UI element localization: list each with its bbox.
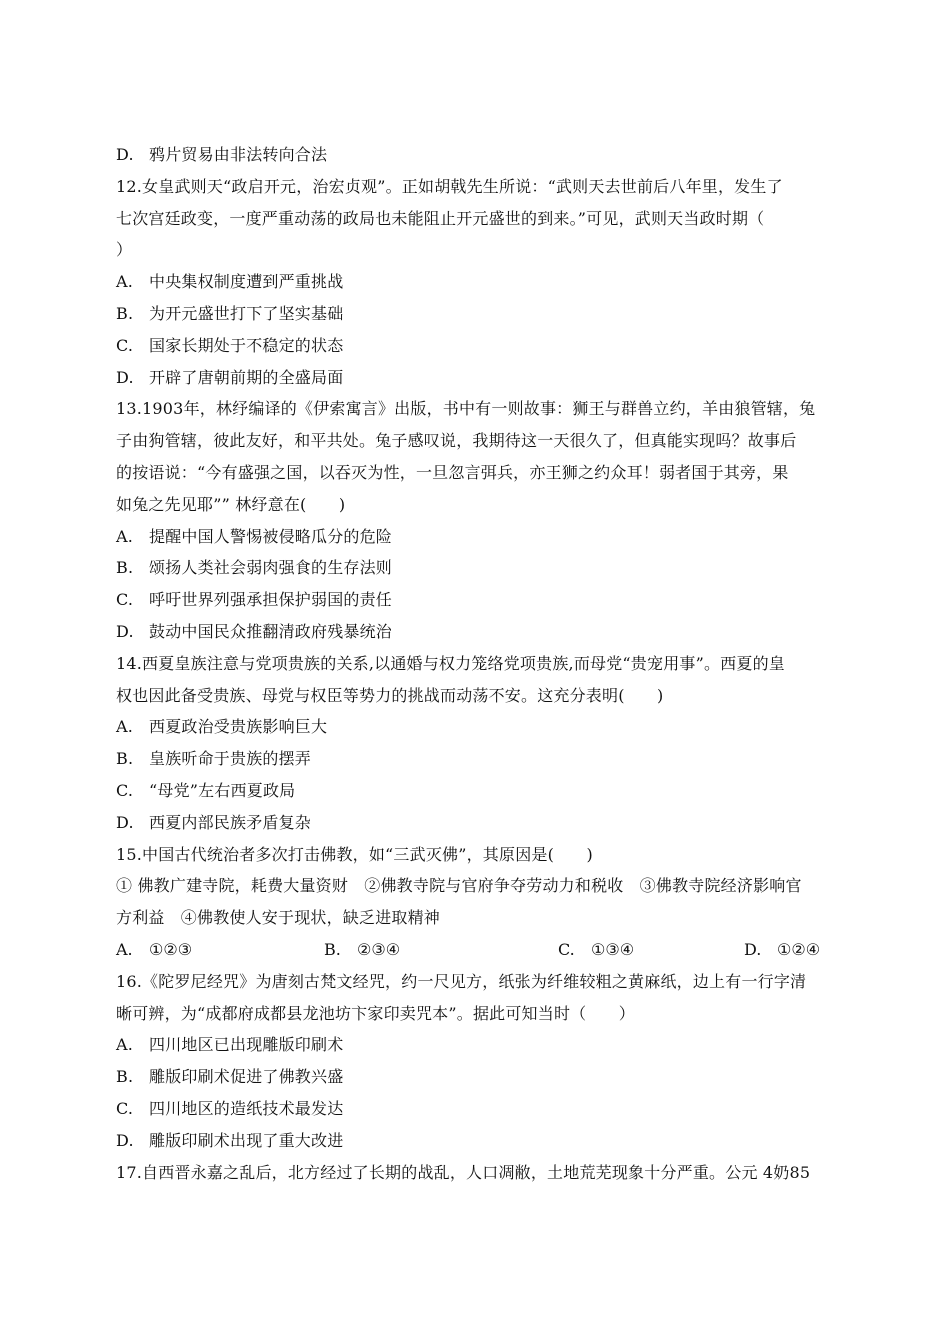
choice-d <box>744 934 820 966</box>
question-stem-line: 方利益 ④佛教使人安于现状，缺乏进取精神 <box>116 908 441 928</box>
option-letter: C. <box>116 1098 134 1118</box>
option-text: 为开元盛世打下了坚实基础 <box>149 303 344 323</box>
option-text: 鸦片贸易由非法转向合法 <box>149 145 328 164</box>
option-text: 四川地区已出现雕版印刷术 <box>149 1035 344 1055</box>
option-text: 西夏内部民族矛盾复杂 <box>149 812 312 832</box>
option-c <box>116 584 838 616</box>
option-letter: B. <box>324 939 341 959</box>
option-c <box>116 775 838 807</box>
question-stem-line: 的按语说：“今有盛强之国，以吞灭为性，一旦忽言弭兵，亦王狮之约众耳！弱者国于其旁，果 <box>116 462 789 482</box>
option-c <box>116 330 838 362</box>
question-stem-line: 17.自西晋永嘉之乱后，北方经过了长期的战乱，人口凋敝，土地荒芜现象十分严重。公元 4奶85 <box>116 1162 811 1182</box>
question-stem-line: ） <box>116 240 133 260</box>
question-12 <box>116 171 838 394</box>
choice-c <box>558 934 634 966</box>
choices-row <box>116 934 838 966</box>
option-b <box>116 298 838 330</box>
option-letter: C. <box>116 335 134 355</box>
option-text: 呼吁世界列强承担保护弱国的责任 <box>149 590 393 610</box>
question-stem-line: 权也因此备受贵族、母党与权臣等势力的挑战而动荡不安。这充分表明( ) <box>116 685 664 705</box>
option-letter: D. <box>116 621 134 641</box>
option-d <box>116 362 838 394</box>
option-text: ①②④ <box>777 939 821 959</box>
choice-b <box>324 934 400 966</box>
option-a <box>116 1029 838 1061</box>
option-text: 雕版印刷术促进了佛教兴盛 <box>149 1067 344 1087</box>
option-letter: B. <box>116 749 134 769</box>
option-letter: A. <box>116 717 134 737</box>
option-b <box>116 1061 838 1093</box>
question-stem-line: 子由狗管辖，彼此友好，和平共处。兔子感叹说，我期待这一天很久了，但真能实现吗？故事后 <box>116 431 797 451</box>
option-d <box>116 139 838 171</box>
option-letter: D. <box>116 145 134 164</box>
option-letter: D. <box>744 939 762 959</box>
option-d <box>116 616 838 648</box>
question-13 <box>116 393 838 647</box>
question-stem-line: ① 佛教广建寺院，耗费大量资财 ②佛教寺院与官府争夺劳动力和税收 ③佛教寺院经济影响官 <box>116 876 802 896</box>
choice-a <box>116 934 192 966</box>
option-letter: A. <box>116 939 133 959</box>
exam-page <box>116 139 838 1188</box>
option-text: ①②③ <box>149 939 193 959</box>
option-a <box>116 266 838 298</box>
question-14 <box>116 648 838 839</box>
option-letter: B. <box>116 303 134 323</box>
option-letter: D. <box>116 812 134 832</box>
question-16 <box>116 966 838 1157</box>
option-b <box>116 552 838 584</box>
question-stem-line: 七次宫廷政变，一度严重动荡的政局也未能阻止开元盛世的到来。”可见，武则天当政时期（ <box>116 208 765 228</box>
option-a <box>116 521 838 553</box>
option-b <box>116 743 838 775</box>
question-15 <box>116 839 838 966</box>
option-letter: B. <box>116 1067 134 1087</box>
option-letter: D. <box>116 367 134 387</box>
option-text: ②③④ <box>357 939 401 959</box>
question-stem-line: 16.《陀罗尼经咒》为唐刻古梵文经咒，约一尺见方，纸张为纤维较粗之黄麻纸，边上有一行字清 <box>116 971 807 991</box>
option-text: 国家长期处于不稳定的状态 <box>149 335 344 355</box>
question-stem-line: 晰可辨，为“成都府成都县龙池坊卞家印卖咒本”。据此可知当时（ ） <box>116 1003 635 1023</box>
question-stem-line: 15.中国古代统治者多次打击佛教，如“三武灭佛”，其原因是( ) <box>116 844 593 864</box>
option-text: 中央集权制度遭到严重挑战 <box>149 272 344 292</box>
question-stem-line: 14.西夏皇族注意与党项贵族的关系,以通婚与权力笼络党项贵族,而母党“贵宠用事”。西夏的皇 <box>116 653 785 673</box>
option-text: ①③④ <box>591 939 635 959</box>
option-letter: C. <box>558 939 575 959</box>
option-text: 开辟了唐朝前期的全盛局面 <box>149 367 344 387</box>
option-text: 鼓动中国民众推翻清政府残暴统治 <box>149 621 393 641</box>
option-letter: D. <box>116 1130 134 1150</box>
question-17 <box>116 1157 838 1189</box>
option-text: 雕版印刷术出现了重大改进 <box>149 1130 344 1150</box>
option-c <box>116 1093 838 1125</box>
option-d <box>116 1125 838 1157</box>
option-letter: A. <box>116 1035 134 1055</box>
option-letter: A. <box>116 272 134 292</box>
option-text: “母党”左右西夏政局 <box>149 780 296 800</box>
option-d <box>116 807 838 839</box>
option-text: 提醒中国人警惕被侵略瓜分的危险 <box>149 526 393 546</box>
option-letter: A. <box>116 526 134 546</box>
option-text: 颂扬人类社会弱肉强食的生存法则 <box>149 558 393 578</box>
option-text: 四川地区的造纸技术最发达 <box>149 1098 344 1118</box>
option-letter: B. <box>116 558 134 578</box>
question-stem-line: 如兔之先见耶”” 林纾意在( ) <box>116 494 346 514</box>
option-text: 皇族听命于贵族的摆弄 <box>149 749 312 769</box>
question-stem-line: 13.1903年，林纾编译的《伊索寓言》出版，书中有一则故事：狮王与群兽立约，羊由狼管辖，兔 <box>116 399 816 419</box>
option-letter: C. <box>116 590 134 610</box>
question-stem-line: 12.女皇武则天“政启开元，治宏贞观”。正如胡戟先生所说：“武则天去世前后八年里，发生了 <box>116 176 783 196</box>
option-text: 西夏政治受贵族影响巨大 <box>149 717 328 737</box>
option-letter: C. <box>116 780 134 800</box>
option-a <box>116 711 838 743</box>
